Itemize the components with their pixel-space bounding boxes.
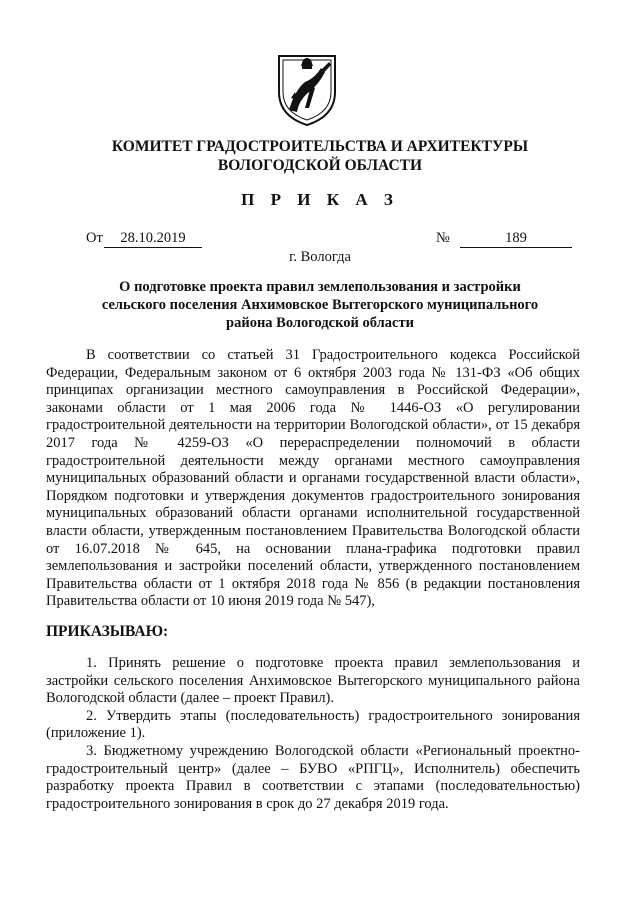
committee-name <box>0 137 640 175</box>
subject-line-1: О подготовке проекта правил землепользования и застройки <box>119 279 521 295</box>
subject-line-3: района Вологодской области <box>226 315 414 331</box>
city: г. Вологда <box>289 249 351 265</box>
decree-word: ПРИКАЗЫВАЮ: <box>46 623 169 640</box>
order-number: 189 <box>460 230 572 248</box>
committee-line-2: ВОЛОГОДСКОЙ ОБЛАСТИ <box>217 157 423 174</box>
order-items <box>46 655 580 813</box>
committee-line-1: КОМИТЕТ ГРАДОСТРОИТЕЛЬСТВА И АРХИТЕКТУРЫ <box>111 138 529 155</box>
date-prefix: От <box>86 230 103 246</box>
order-subject <box>60 278 580 332</box>
coat-of-arms-icon <box>275 52 339 128</box>
order-item-3: 3. Бюджетному учреждению Вологодской области «Региональный проектно-градостроительный центр» (далее – БУВО «РПГЦ», Исполнитель) обеспечить разработку проекта Правил в соответствии с этапами (последовательностью) градостроительного зонирования в срок до 27 декабря 2019 года. <box>46 742 580 812</box>
document-type-title: П Р И К А З <box>241 190 399 209</box>
preamble-block <box>46 347 580 611</box>
order-date: 28.10.2019 <box>104 230 202 248</box>
number-prefix: № <box>436 230 450 246</box>
subject-line-2: сельского поселения Анхимовское Вытегорского муниципального <box>101 297 539 313</box>
preamble-paragraph: В соответствии со статьей 31 Градостроительного кодекса Российской Федерации, Федеральным законом от 6 октября 2003 года № 131-ФЗ «Об общих принципах организации местного самоуправления в Российской Федерации», законами области от 1 мая 2006 года № 1446-ОЗ «О регулировании градостроительной деятельности на территории Вологодской области», от 15 декабря 2017 года № 4259-ОЗ «О перераспределении полномочий в области градостроительной деятельности между органами местного самоуправления муниципальных образований области и органами государственной власти области», Порядком подготовки и утверждения документов градостроительного зонирования муниципальных образований области органами исполнительной государственной власти области, утвержденным постановлением Правительства Вологодской области от 16.07.2018 № 645, на основании плана-графика подготовки правил землепользования и застройки поселений области, утвержденного постановлением Правительства области от 1 октября 2018 года № 856 (в редакции постановления Правительства области от 10 июня 2019 года № 547), <box>46 347 580 610</box>
order-item-1: 1. Принять решение о подготовке проекта правил землепользования и застройки сельского поселения Анхимовское Вытегорского муниципального района Вологодской области (далее – проект Правил). <box>46 655 580 707</box>
order-item-2: 2. Утвердить этапы (последовательность) градостроительного зонирования (приложение 1). <box>46 707 580 742</box>
